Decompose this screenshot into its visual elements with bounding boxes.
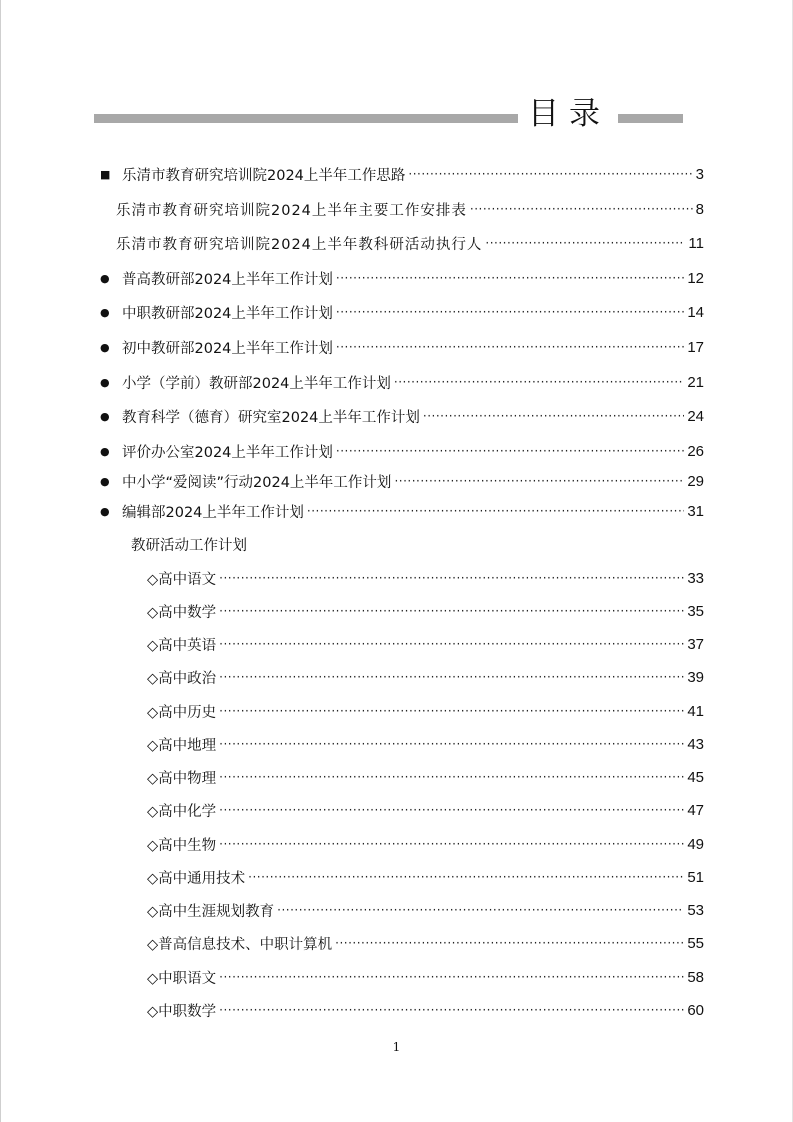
toc-entry-page: 60 (687, 1001, 704, 1019)
footer-page-number: 1 (392, 1040, 401, 1054)
toc-entry-label: 乐清市教育研究培训院2024上半年教科研活动执行人 (116, 236, 483, 253)
toc-entry-page: 47 (687, 801, 704, 819)
dot-leader (219, 803, 684, 817)
toc-entry-label: 乐清市教育研究培训院2024上半年工作思路 (122, 167, 406, 184)
toc-entry-label: ◇高中地理 (147, 737, 217, 754)
dot-leader (394, 474, 684, 488)
toc-sub-entry[interactable] (147, 965, 704, 989)
dot-leader (219, 704, 684, 718)
toc-entry-page: 21 (687, 373, 704, 391)
toc-entry-label: 编辑部2024上半年工作计划 (122, 504, 304, 521)
dot-leader (408, 167, 692, 181)
toc-entry-label: 评价办公室2024上半年工作计划 (122, 444, 333, 461)
circle-bullet-icon: ● (100, 340, 110, 354)
toc-entry-page: 49 (687, 835, 704, 853)
page-title: 目录 (528, 96, 610, 132)
toc-entry[interactable] (100, 439, 704, 463)
circle-bullet-icon: ● (100, 444, 110, 458)
toc-entry-label: ◇高中数学 (147, 604, 217, 621)
toc-entry[interactable] (100, 404, 704, 428)
dot-leader (485, 236, 685, 250)
circle-bullet-icon: ● (100, 375, 110, 389)
dot-leader (219, 737, 684, 751)
dot-leader (336, 444, 684, 458)
dot-leader (470, 202, 693, 216)
circle-bullet-icon: ● (100, 271, 110, 285)
section-heading: 教研活动工作计划 (131, 538, 247, 554)
toc-entry-label: 中小学“爱阅读”行动2024上半年工作计划 (122, 474, 392, 491)
toc-entry-label: ◇高中政治 (147, 670, 217, 687)
diamond-bullet-icon: ◇ (147, 704, 159, 721)
toc-entry-page: 14 (687, 303, 704, 321)
toc-entry-label: 中职教研部2024上半年工作计划 (122, 305, 333, 322)
toc-entry-page: 29 (687, 472, 704, 490)
toc-entry-page: 33 (687, 569, 704, 587)
toc-entry-label: ◇高中语文 (147, 571, 217, 588)
diamond-bullet-icon: ◇ (147, 571, 159, 588)
toc-entry-page: 3 (695, 165, 704, 183)
dot-leader (219, 1003, 684, 1017)
toc-entry-page: 26 (687, 442, 704, 460)
diamond-bullet-icon: ◇ (147, 604, 159, 621)
toc-entry[interactable] (100, 266, 704, 290)
toc-entry-label: 初中教研部2024上半年工作计划 (122, 340, 333, 357)
diamond-bullet-icon: ◇ (147, 936, 159, 953)
toc-sub-entry[interactable] (147, 732, 704, 756)
toc-sub-entry[interactable] (147, 898, 704, 922)
dot-leader (248, 870, 684, 884)
toc-entry[interactable] (116, 231, 704, 255)
toc-sub-entry[interactable] (147, 865, 704, 889)
toc-entry[interactable] (100, 499, 704, 523)
circle-bullet-icon: ● (100, 504, 110, 518)
toc-entry-label: ◇高中化学 (147, 803, 217, 820)
toc-entry-label: ◇高中通用技术 (147, 870, 246, 887)
toc-entry-page: 58 (687, 968, 704, 986)
dot-leader (307, 504, 684, 518)
dot-leader (219, 604, 684, 618)
circle-bullet-icon: ● (100, 305, 110, 319)
toc-sub-entry[interactable] (147, 599, 704, 623)
toc-entry-page: 12 (687, 269, 704, 287)
diamond-bullet-icon: ◇ (147, 770, 159, 787)
toc-entry-page: 39 (687, 668, 704, 686)
dot-leader (394, 375, 684, 389)
dot-leader (219, 837, 684, 851)
diamond-bullet-icon: ◇ (147, 970, 159, 987)
toc-sub-entry[interactable] (147, 832, 704, 856)
toc-sub-entry[interactable] (147, 765, 704, 789)
toc-entry-page: 17 (687, 338, 704, 356)
diamond-bullet-icon: ◇ (147, 1003, 159, 1020)
toc-entry-label: ◇高中生涯规划教育 (147, 903, 275, 920)
dot-leader (336, 305, 684, 319)
toc-entry-page: 43 (687, 735, 704, 753)
dot-leader (219, 571, 684, 585)
toc-entry-page: 8 (695, 200, 704, 218)
toc-entry[interactable] (100, 469, 704, 493)
toc-entry-page: 11 (688, 234, 704, 252)
dot-leader (335, 936, 684, 950)
toc-entry-label: ◇高中历史 (147, 704, 217, 721)
toc-entry[interactable] (100, 335, 704, 359)
toc-entry-label: ◇普高信息技术、中职计算机 (147, 936, 333, 953)
toc-entry-label: 小学（学前）教研部2024上半年工作计划 (122, 375, 391, 392)
toc-entry-label: 普高教研部2024上半年工作计划 (122, 271, 333, 288)
dot-leader (336, 340, 684, 354)
dot-leader (423, 409, 684, 423)
toc-entry[interactable] (100, 300, 704, 324)
toc-entry-page: 55 (687, 934, 704, 952)
toc-entry-label: ◇高中生物 (147, 837, 217, 854)
toc-sub-entry[interactable] (147, 798, 704, 822)
dot-leader (219, 770, 684, 784)
dot-leader (336, 271, 684, 285)
dot-leader (277, 903, 684, 917)
toc-entry-page: 53 (687, 901, 704, 919)
toc-sub-entry[interactable] (147, 699, 704, 723)
toc-entry-page: 35 (687, 602, 704, 620)
dot-leader (219, 970, 684, 984)
toc-sub-entry[interactable] (147, 931, 704, 955)
toc-entry-page: 41 (687, 702, 704, 720)
diamond-bullet-icon: ◇ (147, 637, 159, 654)
diamond-bullet-icon: ◇ (147, 737, 159, 754)
toc-sub-entry[interactable] (147, 566, 704, 590)
diamond-bullet-icon: ◇ (147, 670, 159, 687)
diamond-bullet-icon: ◇ (147, 803, 159, 820)
circle-bullet-icon: ● (100, 409, 110, 423)
toc-entry-page: 37 (687, 635, 704, 653)
toc-sub-entry[interactable] (147, 998, 704, 1022)
dot-leader (219, 670, 684, 684)
toc-entry-label: ◇高中物理 (147, 770, 217, 787)
toc-entry-label: 乐清市教育研究培训院2024上半年主要工作安排表 (116, 202, 467, 219)
toc-entry[interactable] (100, 162, 704, 186)
diamond-bullet-icon: ◇ (147, 903, 159, 920)
diamond-bullet-icon: ◇ (147, 870, 159, 887)
toc-entry-page: 51 (687, 868, 704, 886)
toc-entry-page: 45 (687, 768, 704, 786)
toc-entry-label: 教育科学（德育）研究室2024上半年工作计划 (122, 409, 420, 426)
circle-bullet-icon: ● (100, 474, 110, 488)
toc-entry-label: ◇高中英语 (147, 637, 217, 654)
toc-entry[interactable] (116, 197, 704, 221)
dot-leader (219, 637, 684, 651)
toc-sub-entry[interactable] (147, 665, 704, 689)
diamond-bullet-icon: ◇ (147, 837, 159, 854)
toc-entry[interactable] (100, 370, 704, 394)
toc-entry-page: 31 (687, 502, 704, 520)
toc-entry-label: ◇中职语文 (147, 970, 217, 987)
square-bullet-icon: ■ (100, 167, 111, 181)
toc-entry-page: 24 (687, 407, 704, 425)
toc-entry-label: ◇中职数学 (147, 1003, 217, 1020)
toc-sub-entry[interactable] (147, 632, 704, 656)
